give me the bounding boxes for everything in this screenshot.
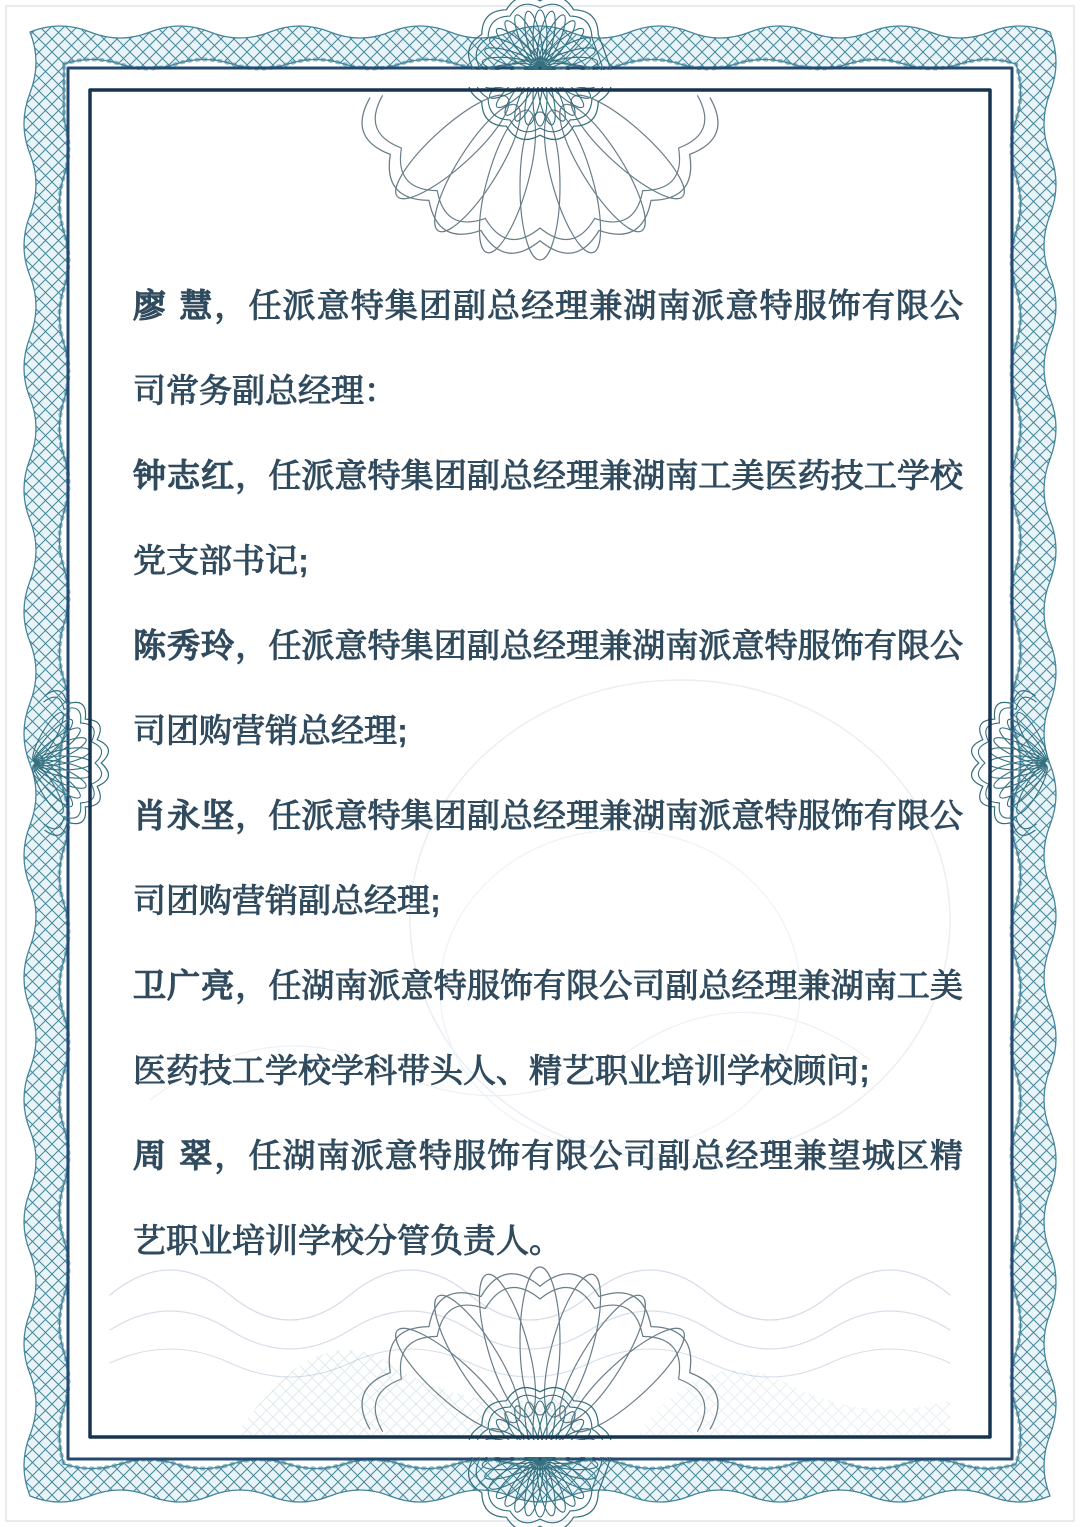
person-name: 廖 慧 <box>133 287 215 324</box>
person-name: 周 翠 <box>133 1137 215 1174</box>
bottom-frame-gap <box>452 1440 628 1457</box>
appointment-paragraph-1 <box>133 263 963 433</box>
appointment-text-block <box>133 263 963 1283</box>
appointment-body: 任派意特集团副总经理兼湖南工美医药技工学校党支部书记; <box>133 457 964 579</box>
person-name: 陈秀玲 <box>133 627 236 664</box>
comma: ， <box>235 457 269 494</box>
appointment-body: 任湖南派意特服饰有限公司副总经理兼湖南工美医药技工学校学科带头人、精艺职业培训学校顾问; <box>133 967 964 1089</box>
appointment-paragraph-5 <box>133 943 963 1113</box>
comma: ， <box>235 797 269 834</box>
appointment-body: 任派意特集团副总经理兼湖南派意特服饰有限公司团购营销总经理; <box>133 627 964 749</box>
person-name: 钟志红 <box>133 457 236 494</box>
person-name: 卫广亮 <box>133 967 236 1004</box>
appointment-paragraph-6 <box>133 1113 963 1283</box>
comma: ， <box>214 1137 249 1174</box>
appointment-body: 任派意特集团副总经理兼湖南派意特服饰有限公司常务副总经理： <box>133 287 964 409</box>
appointment-paragraph-4 <box>133 773 963 943</box>
top-frame-gap <box>452 70 628 87</box>
comma: ， <box>214 287 249 324</box>
appointment-paragraph-3 <box>133 603 963 773</box>
appointment-body: 任派意特集团副总经理兼湖南派意特服饰有限公司团购营销副总经理; <box>133 797 964 919</box>
appointment-paragraph-2 <box>133 433 963 603</box>
comma: ， <box>235 627 269 664</box>
appointment-body: 任湖南派意特服饰有限公司副总经理兼望城区精艺职业培训学校分管负责人。 <box>133 1137 964 1259</box>
comma: ， <box>235 967 269 1004</box>
person-name: 肖永坚 <box>133 797 236 834</box>
